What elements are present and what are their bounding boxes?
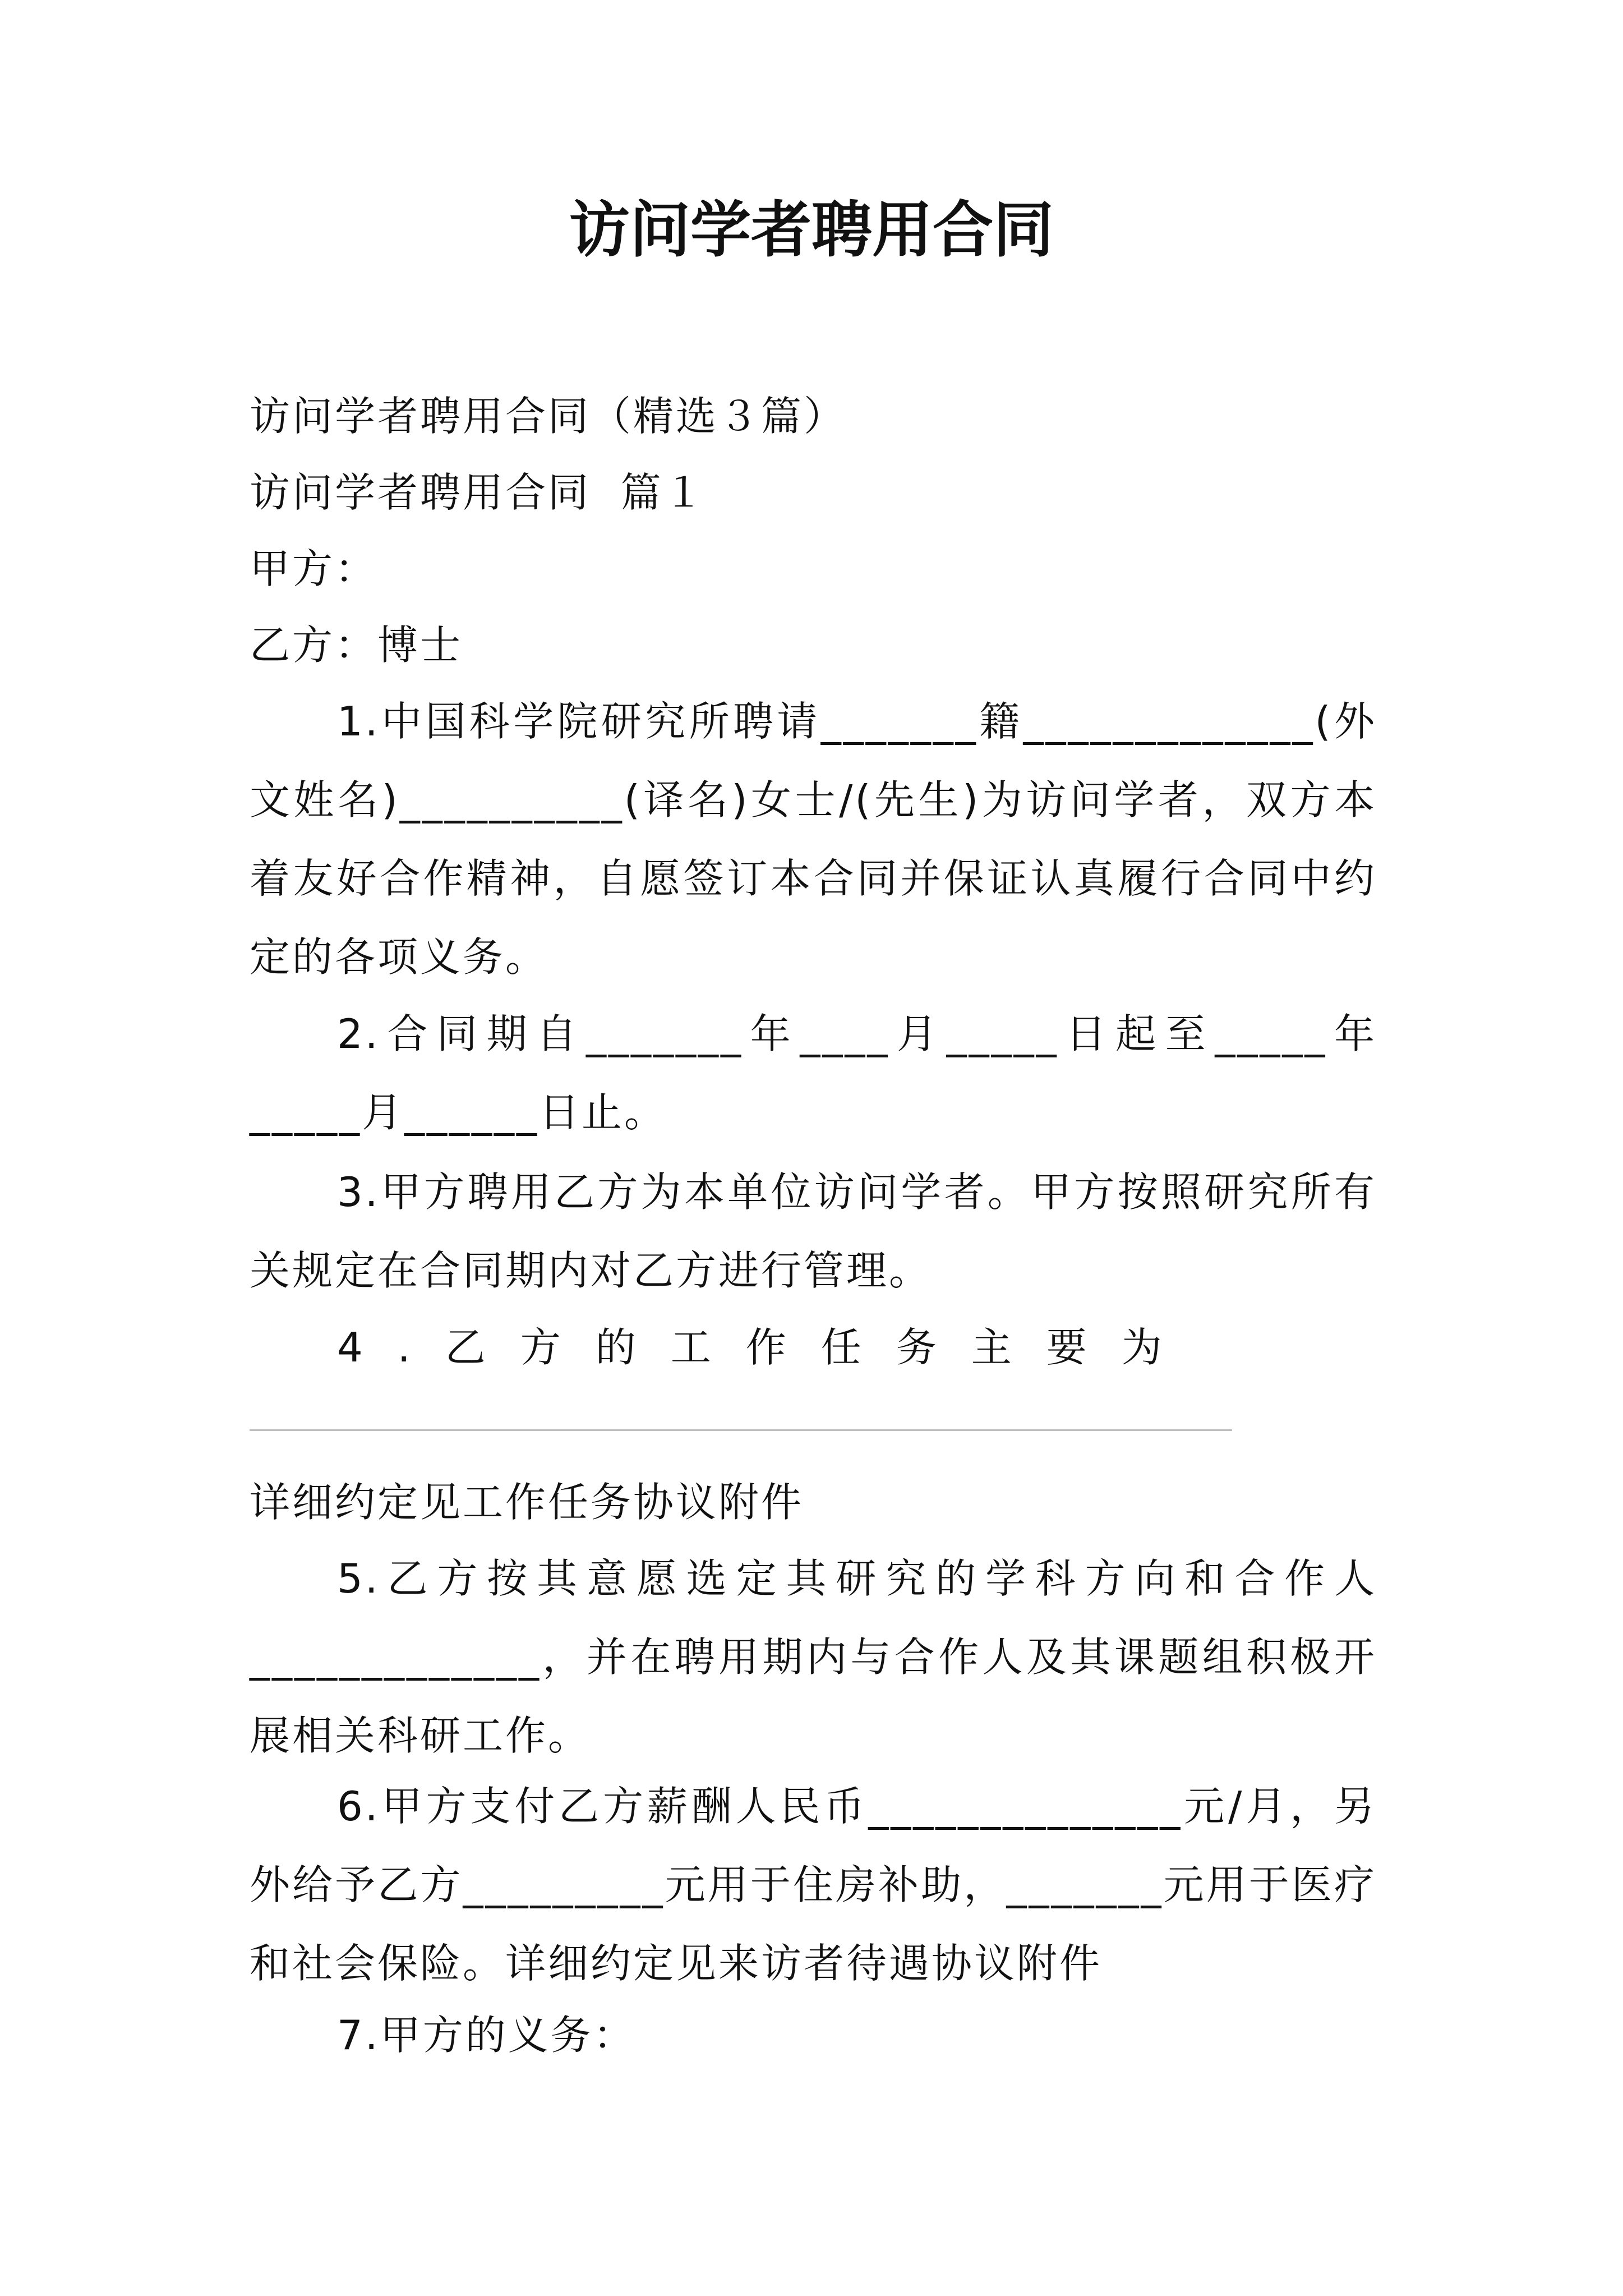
clause-5: 5.乙方按其意愿选定其研究的学科方向和合作人_____________，并在聘用期内与合作人及其课题组积极开展相关科研工作。 — [250, 1555, 1377, 1759]
clause-6: 6.甲方支付乙方薪酬人民币______________元/月，另外给予乙方_________元用于住房补助，_______元用于医疗和社会保险。详细约定见来访者待遇协议附件 — [250, 1783, 1377, 1987]
section-heading: 访问学者聘用合同 篇１ — [250, 469, 706, 516]
party-b-line: 乙方：博士 — [250, 622, 463, 669]
document-subtitle: 访问学者聘用合同（精选３篇） — [250, 393, 847, 440]
blank-underline — [250, 1429, 1232, 1431]
clause-4-detail: 详细约定见工作任务协议附件 — [250, 1479, 804, 1526]
clause-3: 3.甲方聘用乙方为本单位访问学者。甲方按照研究所有关规定在合同期内对乙方进行管理。 — [250, 1168, 1377, 1294]
clause-7: 7.甲方的义务： — [337, 2012, 636, 2059]
party-a-line: 甲方： — [250, 545, 378, 592]
clause-1: 1.中国科学院研究所聘请_______籍_____________(外文姓名)__________(译名)女士/(先生)为访问学者，双方本着友好合作精神，自愿签订本合同并保证认真履行合同中约定的各项义务。 — [250, 698, 1377, 981]
document-title: 访问学者聘用合同 — [569, 195, 1054, 265]
clause-4: 4.乙方的工作任务主要为 — [337, 1324, 1197, 1371]
clause-2: 2.合同期自_______年____月_____日起至_____年_____月______日止。 — [250, 1010, 1377, 1136]
